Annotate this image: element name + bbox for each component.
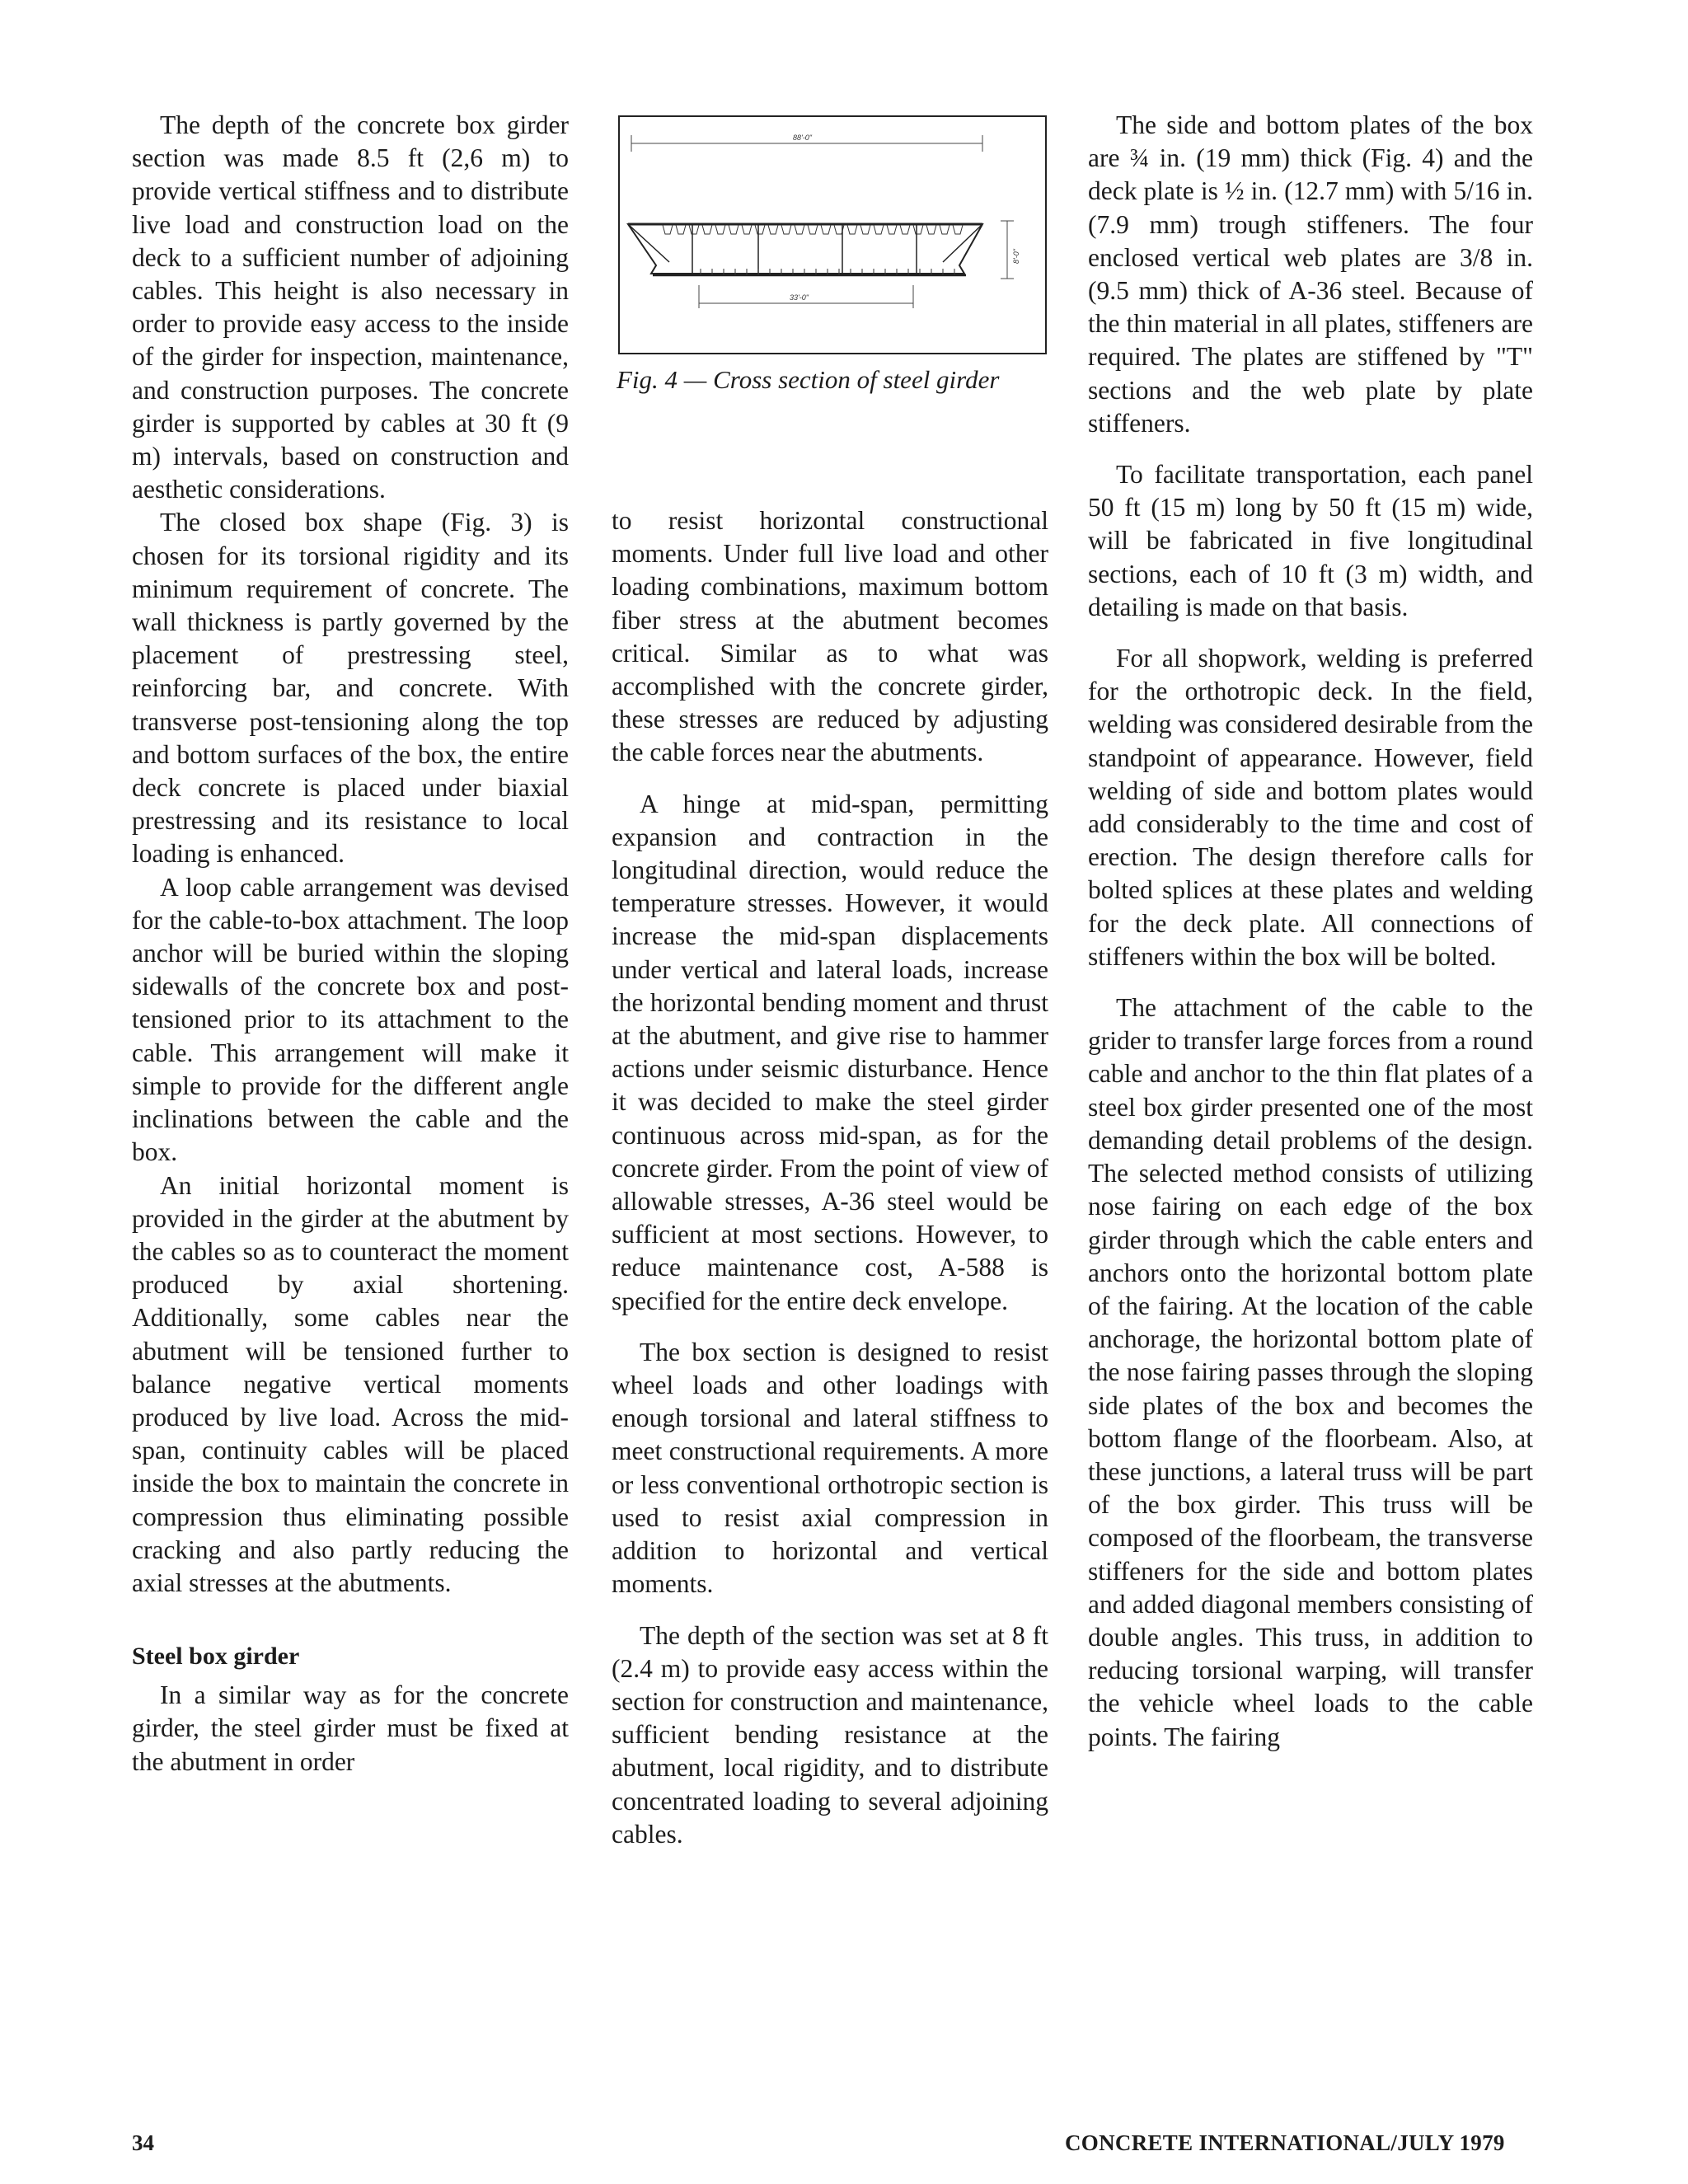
trough-stiffener	[742, 225, 752, 234]
page-number: 34	[132, 2130, 154, 2155]
trough-stiffener	[821, 225, 831, 234]
trough-stiffener	[900, 225, 910, 234]
bottom-dimension-label: 33'-0"	[790, 293, 809, 302]
paragraph: to resist horizontal constructional moments. Under full live load and other loading combinations, maximum bottom fiber stress at the abutment becomes critical. Similar as to what was accomplished with the concrete girder, these stresses are reduced by adjusting the cable forces near the abutments.	[612, 506, 1048, 767]
trough-stiffener	[926, 225, 936, 234]
top-dimension-label: 88'-0"	[793, 134, 812, 142]
paragraph: The side and bottom plates of the box are ¾ in. (19 mm) thick (Fig. 4) and the deck plate is ½ in. (12.7 mm) with 5/16 in. (7.9 mm) trough stiffeners. The four enclosed vertical web plates are 3/8 in. (9.5 mm) thick of A-36 steel. Because of the thin material in all plates, stiffeners are required. The plates are stiffened by "T" sections and the web plate by plate stiffeners.	[1088, 110, 1533, 438]
trough-stiffener	[940, 225, 950, 234]
paragraph: The attachment of the cable to the grider to transfer large forces from a round cable and anchor to the thin flat plates of a steel box girder presented one of the most demanding detail problems of the design. The selected method consists of utilizing nose fairing on each edge of the box girder through which the cable enters and anchors onto the horizontal bottom plate of the fairing. At the location of the cable anchorage, the horizontal bottom plate of the nose fairing passes through the sloping side plates of the box and becomes the bottom flange of the floorbeam. Also, at these junctions, a lateral truss will be part of the box girder. This truss will be composed of the floorbeam, the transverse stiffeners for the side and bottom plates and added diagonal members consisting of double angles. This truss, in addition to reducing torsional warping, will transfer the vehicle wheel loads to the cable points. The fairing	[1088, 993, 1533, 1751]
paragraph: To facilitate transportation, each panel 50 ft (15 m) long by 50 ft (15 m) wide, will be fabricated in five longitudinal sections, each of 10 ft (3 m) width, and detailing is made on that basis.	[1088, 460, 1533, 621]
column-3	[1088, 109, 1533, 1772]
figure-caption: Fig. 4 — Cross section of steel girder	[617, 365, 1000, 394]
trough-stiffener	[953, 225, 963, 234]
trough-stiffener	[847, 225, 857, 234]
trough-stiffener	[676, 225, 686, 234]
column-2	[612, 504, 1048, 1869]
trough-stiffener	[729, 225, 738, 234]
trough-stiffener	[874, 225, 884, 234]
trough-stiffener	[715, 225, 725, 234]
trough-stiffener	[755, 225, 765, 234]
trough-stiffener	[781, 225, 791, 234]
trough-stiffener	[689, 225, 699, 234]
trough-stiffener	[887, 225, 897, 234]
paragraph: An initial horizontal moment is provided in the girder at the abutment by the cables so as to counteract the moment produced by axial shortening. Additionally, some cables near the abutment will be tensioned further to balance negative vertical moments produced by live load. Across the mid-span, continuity cables will be placed inside the box to maintain the concrete in compression thus eliminating possible cracking and also partly reducing the axial stresses at the abutments.	[132, 1170, 569, 1597]
paragraph: A loop cable arrangement was devised for the cable-to-box attachment. The loop anchor will be buried within the sloping sidewalls of the concrete box and post-tensioned prior to its attachment to the cable. This arrangement will make it simple to provide for the different angle inclinations between the cable and the box.	[132, 872, 569, 1167]
side-dimension-label: 8'-0"	[1012, 249, 1020, 264]
trough-stiffener	[768, 225, 778, 234]
column-1	[132, 109, 569, 1779]
figure-4-diagram	[618, 115, 1047, 354]
paragraph: The depth of the concrete box girder section was made 8.5 ft (2,6 m) to provide vertical stiffness and to distribute live load and construction load on the deck to a sufficient number of adjoining cables. This height is also necessary in order to provide easy access to the inside of the girder for inspection, maintenance, and construction purposes. The concrete girder is supported by cables at 30 ft (9 m) intervals, based on construction and aesthetic considerations.	[132, 110, 569, 504]
paragraph: A hinge at mid-span, permitting expansion and contraction in the longitudinal direction, would reduce the temperature stresses. However, it would increase the mid-span displacements under vertical and lateral loads, increase the horizontal bending moment and thrust at the abutment, and give rise to hammer actions under seismic disturbance. Hence it was decided to make the steel girder continuous across mid-span, as for the concrete girder. From the point of view of allowable stresses, A-36 steel would be sufficient at most sections. However, to reduce maintenance cost, A-588 is specified for the entire deck envelope.	[612, 789, 1048, 1315]
trough-stiffener	[860, 225, 870, 234]
section-heading: Steel box girder	[132, 1643, 300, 1671]
trough-stiffener	[913, 225, 923, 234]
paragraph: The box section is designed to resist wheel loads and other loadings with enough torsional and lateral stiffness to meet constructional requirements. A more or less conventional orthotropic section is used to resist axial compression in addition to horizontal and vertical moments.	[612, 1337, 1048, 1599]
trough-stiffener	[795, 225, 804, 234]
trough-stiffener	[808, 225, 818, 234]
trough-stiffener	[663, 225, 673, 234]
trough-stiffener	[702, 225, 712, 234]
paragraph: In a similar way as for the concrete girder, the steel girder must be fixed at the abutment in order	[132, 1680, 569, 1776]
paragraph: The depth of the section was set at 8 ft (2.4 m) to provide easy access within the section for construction and maintenance, sufficient bending resistance at the abutment, local rigidity, and to distribute concentrated loading to several adjoining cables.	[612, 1620, 1048, 1849]
paragraph: The closed box shape (Fig. 3) is chosen for its torsional rigidity and its minimum requirement of concrete. The wall thickness is partly governed by the placement of prestressing steel, reinforcing bar, and concrete. With transverse post-tensioning along the top and bottom surfaces of the box, the entire deck concrete is placed under biaxial prestressing and its resistance to local loading is enhanced.	[132, 508, 569, 869]
girder-cross-section-drawing	[620, 117, 1045, 353]
trough-stiffeners	[663, 225, 963, 234]
paragraph: For all shopwork, welding is preferred for the orthotropic deck. In the field, welding was considered desirable from the standpoint of appearance. However, field welding of side and bottom plates would add considerably to the time and cost of erection. The design therefore calls for bolted splices at these plates and welding for the deck plate. All connections of stiffeners within the box will be bolted.	[1088, 644, 1533, 971]
publication-footer: CONCRETE INTERNATIONAL/JULY 1979	[1065, 2130, 1505, 2155]
